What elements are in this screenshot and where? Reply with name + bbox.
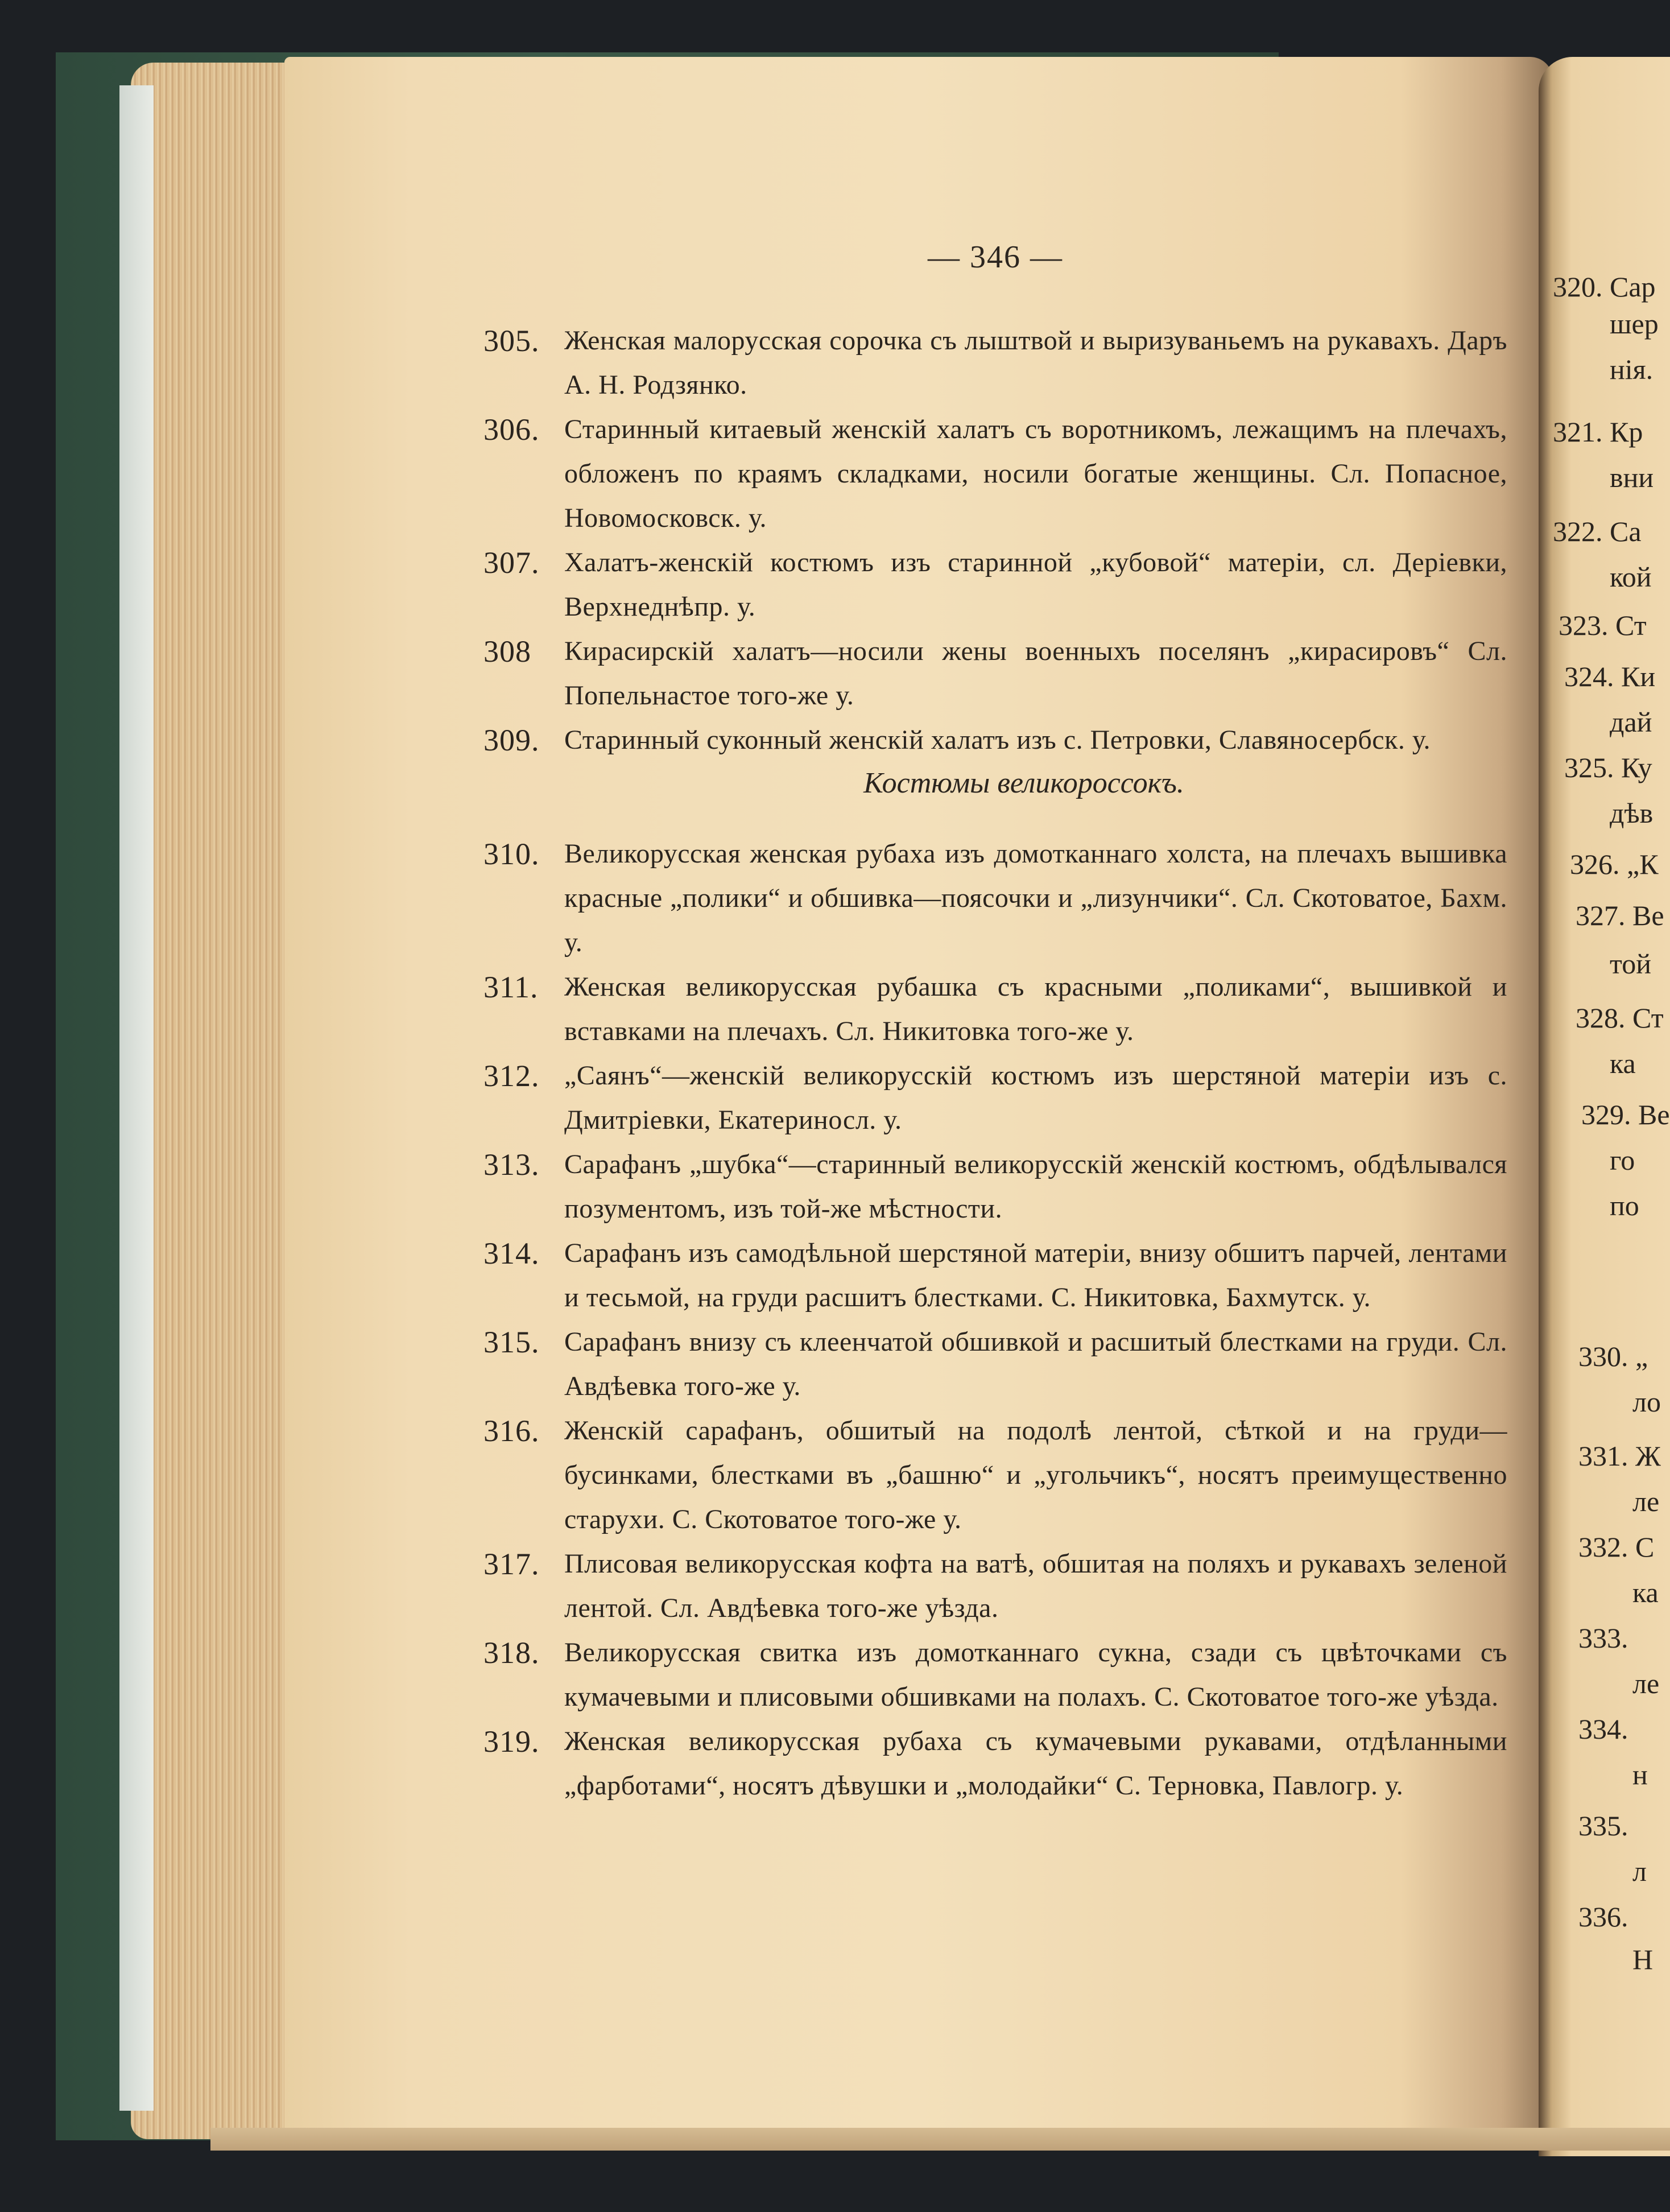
entry-text: Сарафанъ внизу съ клеенчатой обшивкой и расшитый блестками на груди. Сл. Авдѣевка того-же у. <box>564 1327 1507 1401</box>
right-page-fragment: вни <box>1610 461 1654 493</box>
right-page-fragment: кой <box>1610 561 1652 593</box>
entry-text: Кирасирскій халатъ—носили жены военныхъ поселянъ „кирасировъ“ Сл. Попельнастое того-же у. <box>564 636 1507 711</box>
entry-number: 316. <box>483 1414 540 1448</box>
right-page-fragment: по <box>1610 1190 1639 1221</box>
entry-number: 308 <box>483 634 531 668</box>
catalog-entry <box>483 1542 1507 1631</box>
catalog-entry <box>483 1409 1507 1542</box>
catalog-entry <box>483 1719 1507 1808</box>
entry-text: Женская малорусская сорочка съ лыштвой и выризуваньемъ на рукавахъ. Даръ А. Н. Родзянко. <box>564 325 1507 400</box>
right-page-fragment: 331. Ж <box>1578 1440 1661 1472</box>
right-page-fragment: 329. Ве <box>1581 1099 1670 1130</box>
entry-text: Женская великорусская рубашка съ красными „поликами“, вышивкой и вставками на плечахъ. Сл. Никитовка того-же у. <box>564 972 1507 1046</box>
right-page-fragment: 320. Сар <box>1553 273 1656 303</box>
entry-text: Великорусская свитка изъ домотканнаго сукна, сзади съ цвѣточками съ кумачевыми и плисовыми обшивками на полахъ. С. Скотоватое того-же уѣзда. <box>564 1637 1507 1712</box>
right-page-fragment: дѣв <box>1610 797 1654 829</box>
right-page-fragment: Н <box>1632 1943 1654 1975</box>
catalog-entry <box>483 1631 1507 1719</box>
entry-text: Женская великорусская рубаха съ кумачевыми рукавами, отдѣланными „фарботами“, носятъ дѣвушки и „молодайки“ С. Терновка, Павлогр. у. <box>564 1726 1507 1801</box>
right-page-fragment: 323. Ст <box>1559 609 1647 641</box>
right-page-fragment: 336. <box>1578 1901 1628 1933</box>
entry-number: 309. <box>483 723 540 757</box>
book-bottom-edge <box>210 2128 1670 2151</box>
entry-number: 318. <box>483 1636 540 1670</box>
entry-number: 306. <box>483 412 540 447</box>
entry-text: Великорусская женская рубаха изъ домотканнаго холста, на плечахъ вышивка красные „полики“ и обшивка—поясочки и „лизунчики“. Сл. Скотоватое, Бахм. у. <box>564 839 1507 958</box>
right-page-fragment: 324. Ки <box>1564 661 1656 692</box>
catalog-entries <box>483 319 1507 1808</box>
right-page-text-fragments <box>1553 273 1670 2037</box>
entry-number: 311. <box>483 970 539 1004</box>
catalog-entry <box>483 1142 1507 1231</box>
right-page-fragment: ло <box>1632 1386 1661 1418</box>
right-page-fragment: 333. <box>1578 1622 1628 1654</box>
right-page-fragment: ка <box>1610 1047 1636 1079</box>
catalog-entry <box>483 832 1507 965</box>
entry-number: 305. <box>483 324 540 358</box>
entry-text: Женскій сарафанъ, обшитый на подолѣ лентой, сѣткой и на груди—бусинками, блестками въ „башню“ и „угольчикъ“, носятъ преимущественно старухи. С. Скотоватое того-же у. <box>564 1415 1507 1534</box>
right-page-fragment: 335. <box>1578 1810 1628 1842</box>
entries-group-after <box>483 832 1507 1808</box>
entry-number: 307. <box>483 546 540 580</box>
entry-text: Сарафанъ „шубка“—старинный великорусскій женскій костюмъ, обдѣлывался позументомъ, изъ той-же мѣстности. <box>564 1149 1507 1224</box>
entry-number: 313. <box>483 1148 540 1182</box>
entry-text: Сарафанъ изъ самодѣльной шерстяной матеріи, внизу обшитъ парчей, лентами и тесьмой, на груди расшитъ блестками. С. Никитовка, Бахмутск. у. <box>564 1238 1507 1313</box>
catalog-entry <box>483 629 1507 718</box>
right-page-fragment: 327. Ве <box>1576 899 1664 931</box>
entry-number: 314. <box>483 1236 540 1270</box>
right-page-fragment: нія. <box>1610 353 1654 385</box>
right-page-fragment: шер <box>1610 308 1659 340</box>
right-page-fragment: 325. Ку <box>1564 752 1652 783</box>
section-heading: Костюмы великороссокъ. <box>863 767 1184 799</box>
entry-number: 312. <box>483 1059 540 1093</box>
catalog-entry <box>483 718 1507 762</box>
catalog-entry <box>483 1231 1507 1320</box>
right-page-fragment: 330. „ <box>1578 1340 1648 1372</box>
inner-cover-strip <box>119 85 154 2111</box>
catalog-entry <box>483 1320 1507 1409</box>
catalog-entry <box>483 540 1507 629</box>
right-page-fragment: дай <box>1610 706 1652 738</box>
right-page-fragment: л <box>1632 1855 1647 1887</box>
entries-group-before <box>483 319 1507 762</box>
catalog-entry <box>483 319 1507 407</box>
right-page-fragment: 322. Са <box>1553 515 1642 547</box>
entry-number: 315. <box>483 1325 540 1359</box>
right-page-fragment: той <box>1610 948 1651 980</box>
page-number: — 346 — <box>928 240 1063 275</box>
entry-text: Плисовая великорусская кофта на ватѣ, обшитая на поляхъ и рукавахъ зеленой лентой. Сл. Авдѣевка того-же уѣзда. <box>564 1549 1507 1623</box>
right-page-fragment: н <box>1632 1759 1648 1790</box>
right-page-fragment: го <box>1610 1144 1635 1176</box>
right-page-fragment: 328. Ст <box>1576 1002 1664 1034</box>
entry-number: 319. <box>483 1724 540 1759</box>
right-page-fragment: ка <box>1632 1577 1659 1608</box>
right-page-fragment: 321. Кр <box>1553 416 1643 448</box>
entry-text: „Саянъ“—женскій великорусскій костюмъ изъ шерстяной матеріи изъ с. Дмитріевки, Екатериносл. у. <box>564 1060 1507 1135</box>
right-page-fragment: 326. „К <box>1570 848 1659 880</box>
catalog-entry <box>483 1054 1507 1142</box>
right-page-fragment: 334. <box>1578 1713 1628 1745</box>
right-page-fragment: ле <box>1632 1485 1660 1517</box>
right-page-fragment: 332. С <box>1578 1531 1655 1563</box>
right-page-fragment: ле <box>1632 1668 1660 1699</box>
entry-text: Старинный китаевый женскій халатъ съ воротникомъ, лежащимъ на плечахъ, обложенъ по краямъ складками, носили богатые женщины. Сл. Попасное, Новомосковск. у. <box>564 414 1507 533</box>
entry-number: 317. <box>483 1547 540 1581</box>
entry-text: Старинный суконный женскій халатъ изъ с. Петровки, Славяносербск. у. <box>564 725 1431 755</box>
catalog-entry <box>483 407 1507 540</box>
entry-number: 310. <box>483 837 540 871</box>
entry-text: Халатъ-женскій костюмъ изъ старинной „кубовой“ матеріи, сл. Деріевки, Верхнеднѣпр. у. <box>564 547 1507 622</box>
catalog-entry <box>483 965 1507 1054</box>
